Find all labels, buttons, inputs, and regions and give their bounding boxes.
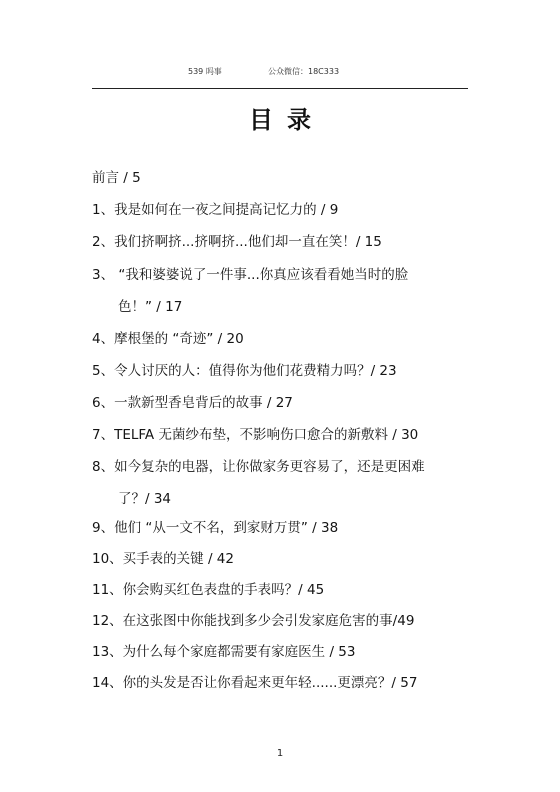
header-rule (92, 88, 468, 89)
toc-entry-8-continued[interactable]: 了？/ 34 (118, 491, 172, 507)
toc-entry-6[interactable]: 6、一款新型香皂背后的故事 / 27 (92, 395, 293, 411)
toc-entry-11[interactable]: 11、你会购买红色表盘的手表吗？/ 45 (92, 582, 325, 598)
header-left-text: 539 吗事 (188, 67, 222, 76)
toc-entry-13[interactable]: 13、为什么每个家庭都需要有家庭医生 / 53 (92, 644, 356, 660)
toc-entry-12[interactable]: 12、在这张图中你能找到多少会引发家庭危害的事/49 (92, 613, 415, 629)
running-header (0, 66, 560, 80)
toc-entry-4[interactable]: 4、摩根堡的 “奇迹” / 20 (92, 331, 244, 347)
toc-entry-1[interactable]: 1、我是如何在一夜之间提高记忆力的 / 9 (92, 202, 339, 218)
toc-entry-7[interactable]: 7、TELFA 无菌纱布垫，不影响伤口愈合的新敷料 / 30 (92, 427, 419, 443)
page-title: 目录 (249, 106, 325, 134)
toc-entry-9[interactable]: 9、他们 “从一文不名，到家财万贯” / 38 (92, 520, 339, 536)
header-right-text: 公众微信：18C333 (268, 67, 340, 76)
toc-entry-5[interactable]: 5、令人讨厌的人：值得你为他们花费精力吗？/ 23 (92, 363, 397, 379)
toc-entry-3[interactable]: 3、 “我和婆婆说了一件事...你真应该看看她当时的脸 (92, 267, 409, 283)
toc-entry-14[interactable]: 14、你的头发是否让你看起来更年轻......更漂亮？/ 57 (92, 675, 418, 691)
page-number: 1 (276, 748, 284, 759)
toc-entry-2[interactable]: 2、我们挤啊挤...挤啊挤...他们却一直在笑！/ 15 (92, 234, 382, 250)
toc-entry-3-continued[interactable]: 色！” / 17 (118, 299, 183, 315)
toc-entry-10[interactable]: 10、买手表的关键 / 42 (92, 551, 234, 567)
toc-entry-8[interactable]: 8、如今复杂的电器，让你做家务更容易了，还是更困难 (92, 459, 425, 475)
toc-entry-preface[interactable]: 前言 / 5 (92, 170, 141, 186)
